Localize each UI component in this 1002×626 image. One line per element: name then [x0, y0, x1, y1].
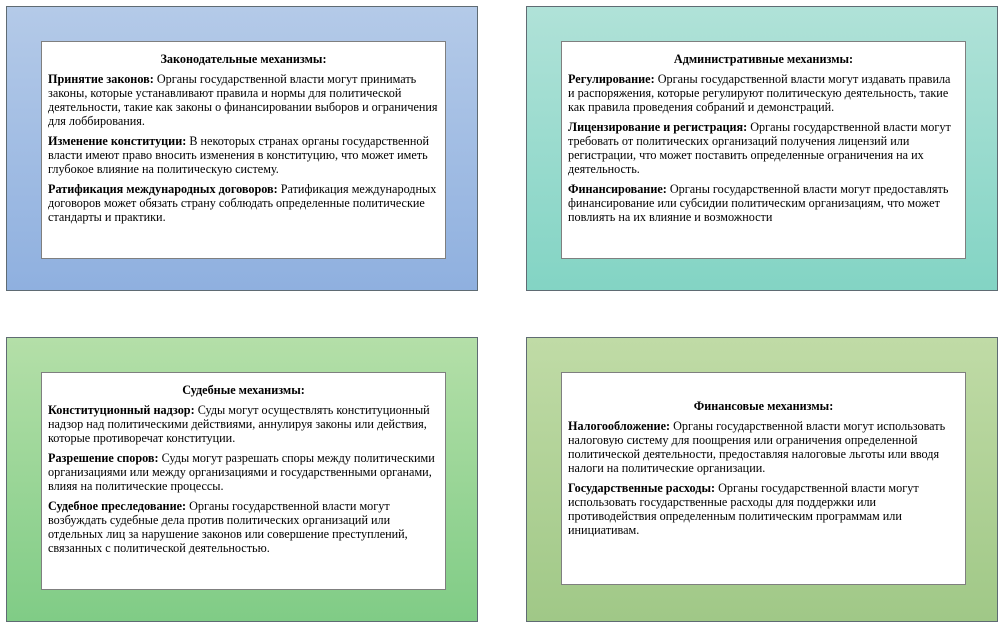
- administrative-mechanisms-panel: [526, 6, 998, 291]
- financial-mechanisms-panel: [526, 337, 998, 622]
- financial-mechanisms-card: [561, 372, 966, 585]
- entry-term: Судебное преследование:: [48, 499, 187, 513]
- entry-term: Финансирование:: [568, 182, 667, 196]
- entry-constitutional-review: [48, 403, 439, 445]
- entry-term: Разрешение споров:: [48, 451, 159, 465]
- entry-text: Суды могут осуществлять конституционный надзор над политическими действиями, аннулируя законы или действия, которые противоречат конституции.: [48, 403, 430, 445]
- entry-prosecution: [48, 499, 439, 555]
- entry-text: Органы государственной власти могут возбуждать судебные дела против политических организаций или отдельных лиц за нарушение законов или совершение преступлений, связанных с политической деятельностью.: [48, 499, 408, 555]
- entry-taxation: [568, 419, 959, 475]
- entry-licensing: [568, 120, 959, 176]
- entry-public-spending: [568, 481, 959, 537]
- legislative-title: Законодательные механизмы:: [160, 52, 327, 66]
- entry-term: Лицензирование и регистрация:: [568, 120, 748, 134]
- entry-term: Ратификация международных договоров:: [48, 182, 278, 196]
- entry-dispute-resolution: [48, 451, 439, 493]
- legislative-mechanisms-panel: [6, 6, 478, 291]
- entry-treaty-ratification: [48, 182, 439, 224]
- judicial-title: Судебные механизмы:: [182, 383, 305, 397]
- entry-law-adoption: [48, 72, 439, 128]
- judicial-mechanisms-card: [41, 372, 446, 590]
- entry-term: Государственные расходы:: [568, 481, 716, 495]
- entry-term: Конституционный надзор:: [48, 403, 195, 417]
- entry-text: Органы государственной власти могут предоставлять финансирование или субсидии политическим организациям, что может повлиять на их влияние и возможности: [568, 182, 949, 224]
- administrative-title: Административные механизмы:: [673, 52, 854, 66]
- entry-regulation: [568, 72, 959, 114]
- entry-term: Регулирование:: [568, 72, 655, 86]
- entry-term: Изменение конституции:: [48, 134, 187, 148]
- entry-funding: [568, 182, 959, 224]
- entry-term: Налогообложение:: [568, 419, 671, 433]
- administrative-mechanisms-card: [561, 41, 966, 259]
- judicial-mechanisms-panel: [6, 337, 478, 622]
- entry-text: Органы государственной власти могут использовать государственные расходы для поддержки или противодействия определенным политическим программам или инициативам.: [568, 481, 919, 537]
- entry-constitution-change: [48, 134, 439, 176]
- entry-text: Ратификация международных договоров может обязать страну соблюдать определенные политические стандарты и практики.: [48, 182, 437, 224]
- entry-text: Органы государственной власти могут требовать от политических организаций получения лицензий или регистрации, что может поставить определенные ограничения на их деятельность.: [568, 120, 951, 176]
- entry-text: Органы государственной власти могут принимать законы, которые устанавливают правила и нормы для политической деятельности, такие как законы о финансировании выборов и ограничения для лоббирования.: [48, 72, 438, 128]
- entry-text: Органы государственной власти могут использовать налоговую систему для поощрения или ограничения определенной политической деятельности, предоставляя налоговые льготы или вводя налоги на политические организации.: [568, 419, 946, 475]
- legislative-mechanisms-card: [41, 41, 446, 259]
- financial-title: Финансовые механизмы:: [693, 399, 834, 413]
- entry-text: Суды могут разрешать споры между политическими организациями или между организациями и государственными органами, влияя на политические процессы.: [48, 451, 435, 493]
- entry-text: Органы государственной власти могут издавать правила и распоряжения, которые регулируют политическую деятельность, такие как правила проведения собраний и демонстраций.: [568, 72, 951, 114]
- entry-text: В некоторых странах органы государственной власти имеют право вносить изменения в конституцию, что может иметь глубокое влияние на политическую систему.: [48, 134, 430, 176]
- entry-term: Принятие законов:: [48, 72, 154, 86]
